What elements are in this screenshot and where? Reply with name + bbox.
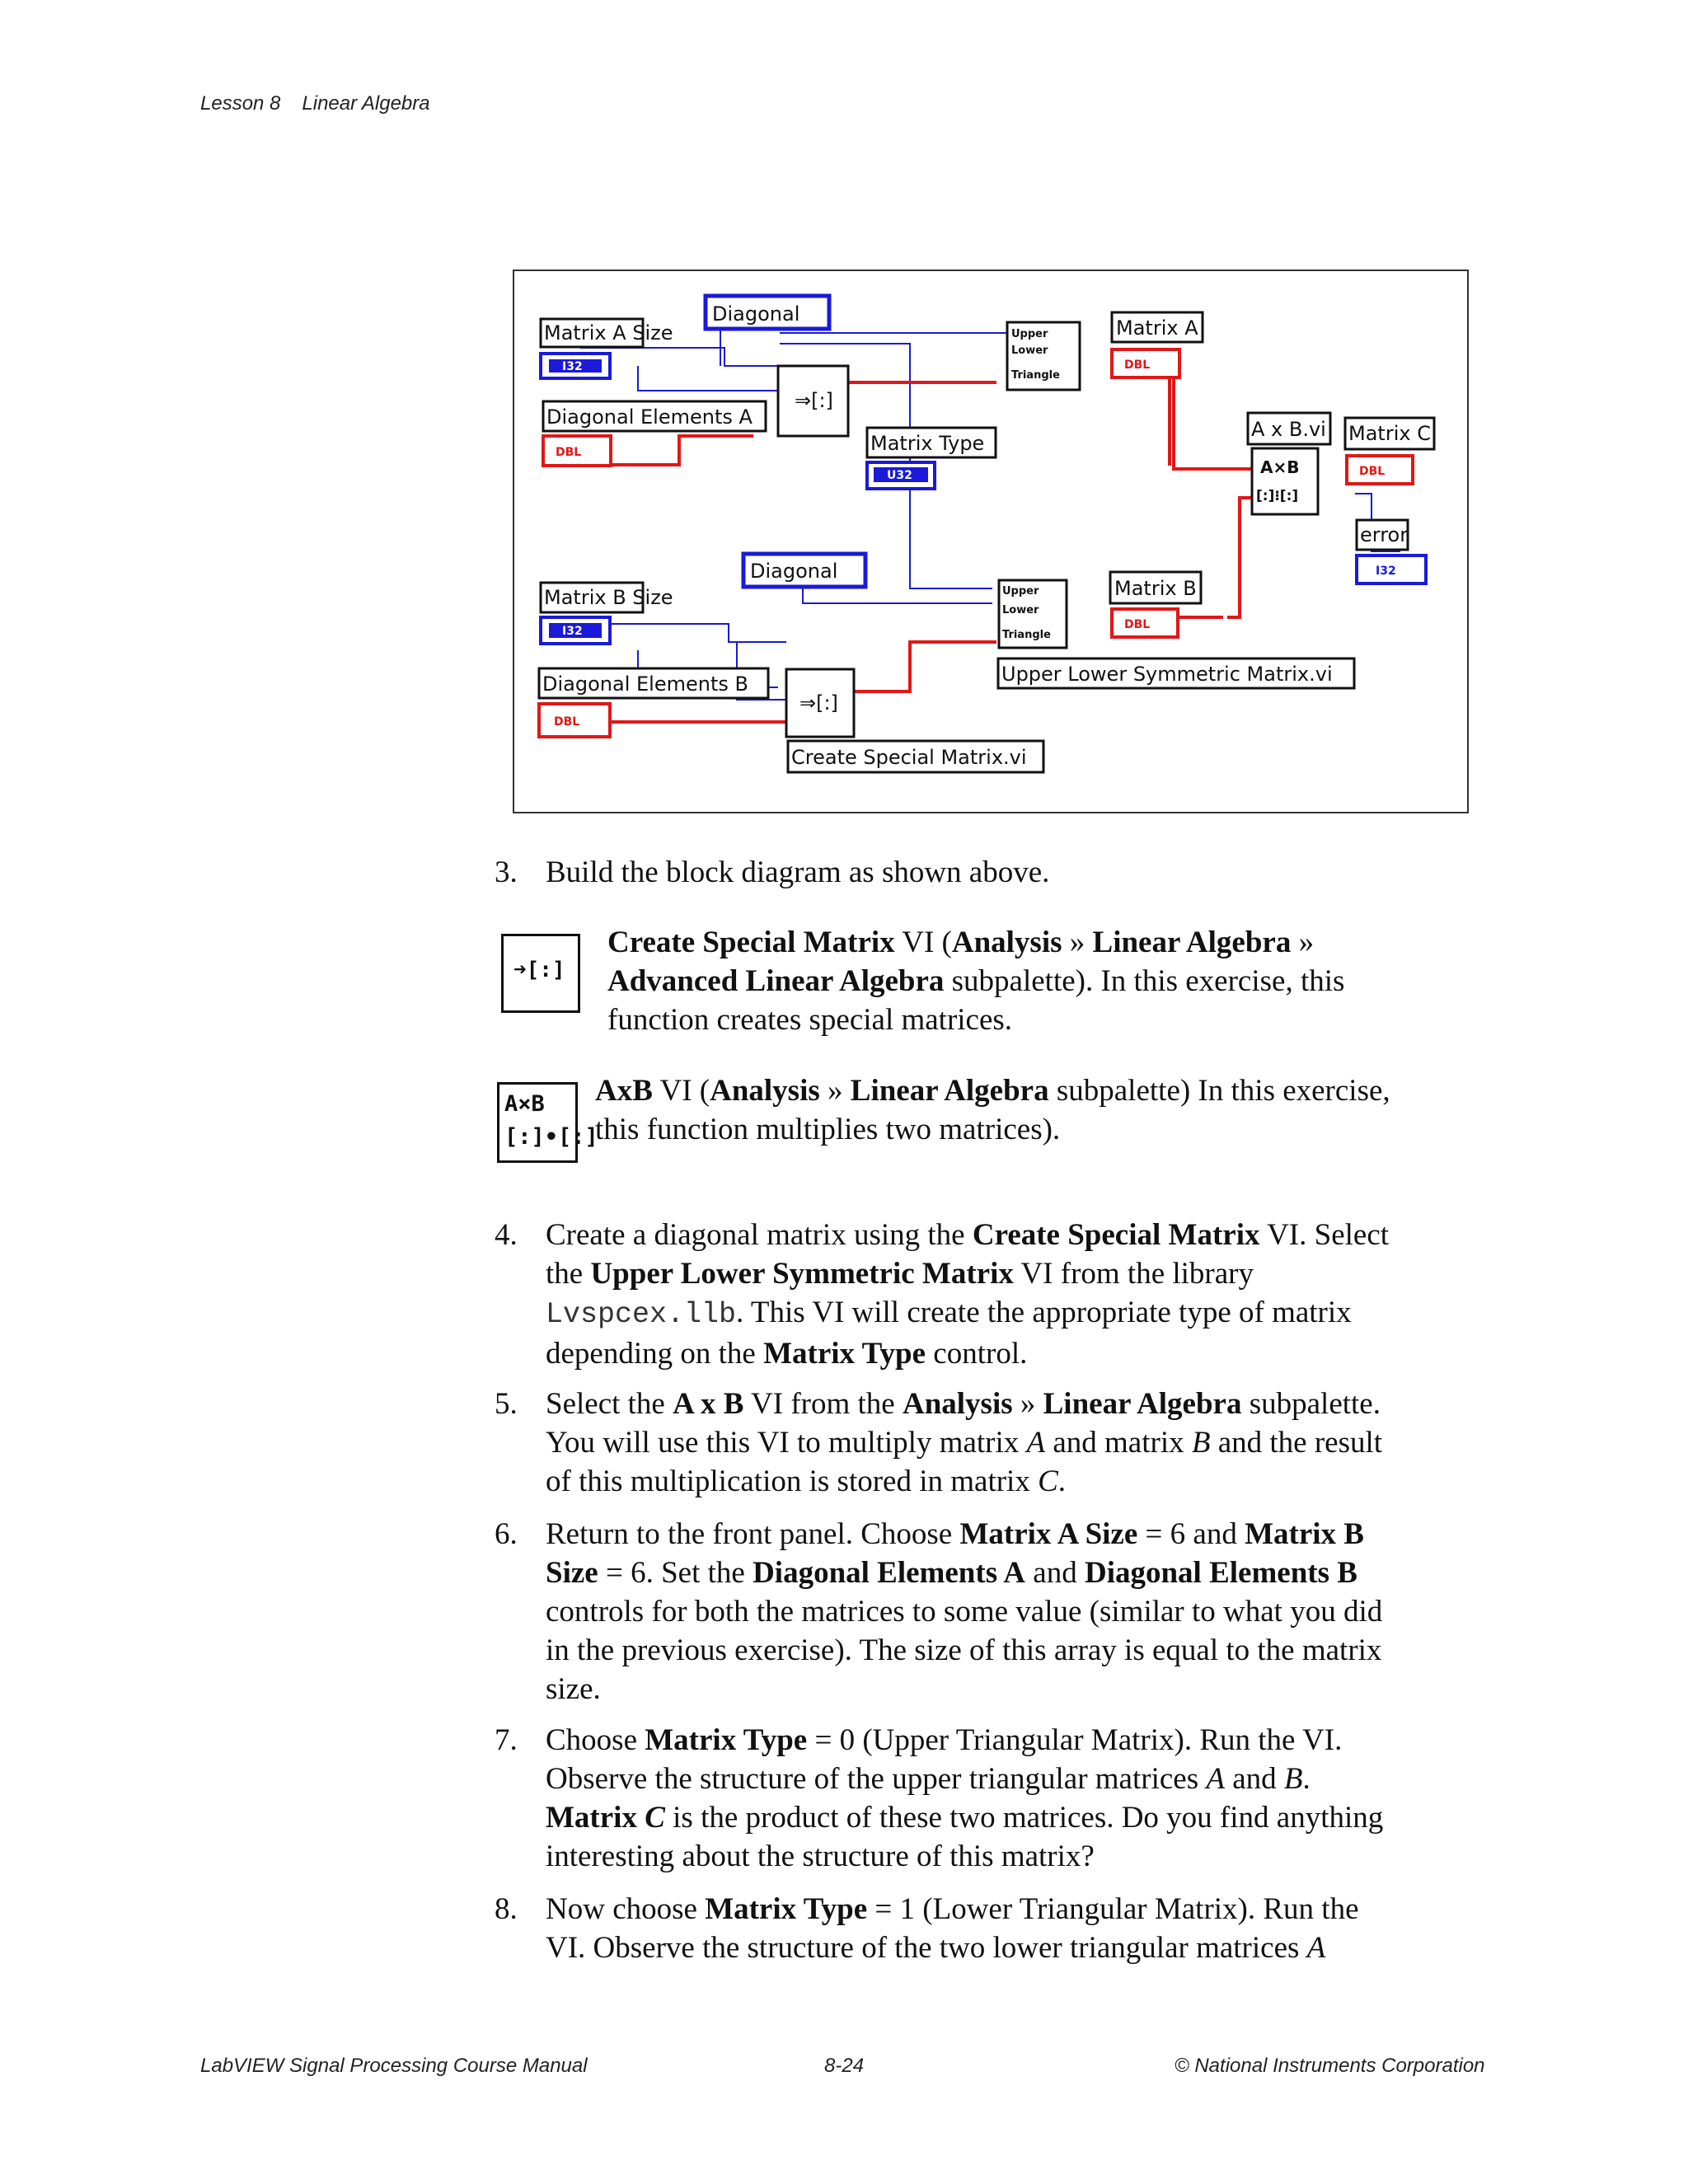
matrix-a-size-tag: I32 [562, 360, 583, 373]
matrix-b-label: Matrix B [1114, 577, 1197, 600]
step-8-number: 8. [495, 1892, 518, 1926]
upper-lower-node-top [1007, 322, 1080, 390]
step-7-text: Choose Matrix Type = 0 (Upper Triangular Matrix). Run the VI. Observe the structure of the upper triangular matrices A and B. Matrix C is the product of these two matrices. Do you find anything interesting about the structure of this matrix? [546, 1723, 1384, 1873]
axb-node [1248, 413, 1330, 514]
icon1-title: Create Special Matrix [607, 926, 895, 959]
step-5-text: Select the A x B VI from the Analysis » Linear Algebra subpalette. You will use this VI to multiply matrix A and matrix B and the result of this multiplication is stored in matrix C. [546, 1387, 1383, 1498]
step-3-number: 3. [495, 855, 518, 889]
diagonal-bottom-label: Diagonal [750, 560, 838, 583]
upper-lower-symmetric-label: Upper Lower Symmetric Matrix.vi [1001, 663, 1333, 686]
diagonal-elements-b-label: Diagonal Elements B [542, 673, 748, 696]
matrix-a-size-label: Matrix A Size [544, 321, 673, 344]
error-tag: I32 [1376, 565, 1396, 578]
create-special-matrix-icon: ➜[:] [501, 934, 580, 1013]
step-6-text: Return to the front panel. Choose Matrix A Size = 6 and Matrix B Size = 6. Set the Diagonal Elements A and Diagonal Elements B controls for both the matrices to some value (similar to what you did in the previous exercise). The size of this array is equal to the matrix size. [546, 1517, 1383, 1706]
diagonal-constant-top [706, 296, 829, 329]
diagonal-constant-bottom [743, 554, 865, 587]
step-5-number: 5. [495, 1387, 518, 1421]
diagonal-elements-b-tag: DBL [554, 715, 580, 729]
axb-icon: A×B [:]•[:] [497, 1082, 578, 1163]
icon1-description: Create Special Matrix VI (Analysis » Linear Algebra » Advanced Linear Algebra subpalette). In this exercise, this function creates special matrices. [607, 926, 1345, 1037]
lesson-number: Lesson 8 [200, 92, 281, 115]
diagonal-elements-b-control [539, 668, 768, 737]
matrix-b-size-label: Matrix B Size [544, 586, 673, 609]
diagonal-elements-a-tag: DBL [556, 446, 582, 459]
matrix-b-size-tag: I32 [562, 625, 583, 638]
svg-text:Lower: Lower [1002, 604, 1039, 616]
matrix-b-indicator [1110, 572, 1201, 637]
page-header [200, 92, 452, 115]
error-label: error [1360, 523, 1409, 546]
step-7-number: 7. [495, 1723, 518, 1757]
step-8-text: Now choose Matrix Type = 1 (Lower Triangular Matrix). Run the VI. Observe the structure of the two lower triangular matrices A [546, 1892, 1359, 1965]
upper-lower-symmetric-label-box [998, 658, 1354, 688]
matrix-a-label: Matrix A [1116, 316, 1198, 340]
create-special-matrix-node-bottom [786, 669, 854, 737]
diagonal-top-label: Diagonal [712, 302, 800, 326]
step-4-text: Create a diagonal matrix using the Create Special Matrix VI. Select the Upper Lower Symmetric Matrix VI from the library Lvspcex.llb. This VI will create the appropriate type of matrix depending on the Matrix Type control. [546, 1218, 1390, 1371]
diagonal-elements-a-control [543, 401, 766, 466]
diagonal-elements-a-label: Diagonal Elements A [546, 405, 753, 429]
matrix-a-indicator [1112, 312, 1203, 377]
axb-icon-text: A×B [1260, 457, 1300, 477]
block-diagram-canvas [514, 271, 1467, 812]
step-4-number: 4. [495, 1218, 518, 1252]
footer-page-number: 8-24 [824, 2055, 865, 2077]
axb-vi-label: A x B.vi [1251, 418, 1326, 441]
svg-text:Upper: Upper [1002, 585, 1039, 598]
matrix-b-size-control [541, 583, 673, 644]
matrix-c-indicator [1345, 418, 1434, 484]
create-special-label: Create Special Matrix.vi [791, 746, 1027, 769]
matrix-a-tag: DBL [1124, 359, 1151, 372]
step-3-text: Build the block diagram as shown above. [546, 855, 1050, 889]
svg-text:[:]⁝[:]: [:]⁝[:] [1256, 488, 1299, 504]
footer-left: LabVIEW Signal Processing Course Manual [200, 2055, 588, 2077]
block-diagram [513, 269, 1469, 813]
upper-lower-node-bottom [999, 580, 1067, 648]
svg-text:Triangle: Triangle [1011, 369, 1060, 382]
svg-text:Lower: Lower [1011, 344, 1048, 357]
lesson-title: Linear Algebra [302, 92, 430, 115]
create-special-icon-bottom: ⇒[:] [799, 691, 838, 715]
matrix-c-label: Matrix C [1348, 422, 1431, 445]
matrix-c-tag: DBL [1359, 465, 1386, 478]
matrix-b-tag: DBL [1124, 618, 1151, 631]
matrix-type-tag: U32 [887, 469, 912, 482]
create-special-label-box [788, 741, 1043, 772]
icon2-description: AxB VI (Analysis » Linear Algebra subpalette) In this exercise, this function multiplies two matrices). [595, 1074, 1390, 1146]
library-filename: Lvspcex.llb [546, 1298, 737, 1331]
svg-text:Triangle: Triangle [1002, 629, 1051, 641]
create-special-matrix-node-top [778, 366, 848, 436]
create-special-icon-top: ⇒[:] [795, 389, 833, 412]
footer-right: © National Instruments Corporation [1175, 2055, 1485, 2077]
matrix-type-control [867, 428, 996, 489]
icon2-title: AxB [595, 1074, 653, 1108]
svg-text:Upper: Upper [1011, 328, 1048, 340]
matrix-type-label: Matrix Type [870, 432, 985, 455]
step-6-number: 6. [495, 1517, 518, 1551]
